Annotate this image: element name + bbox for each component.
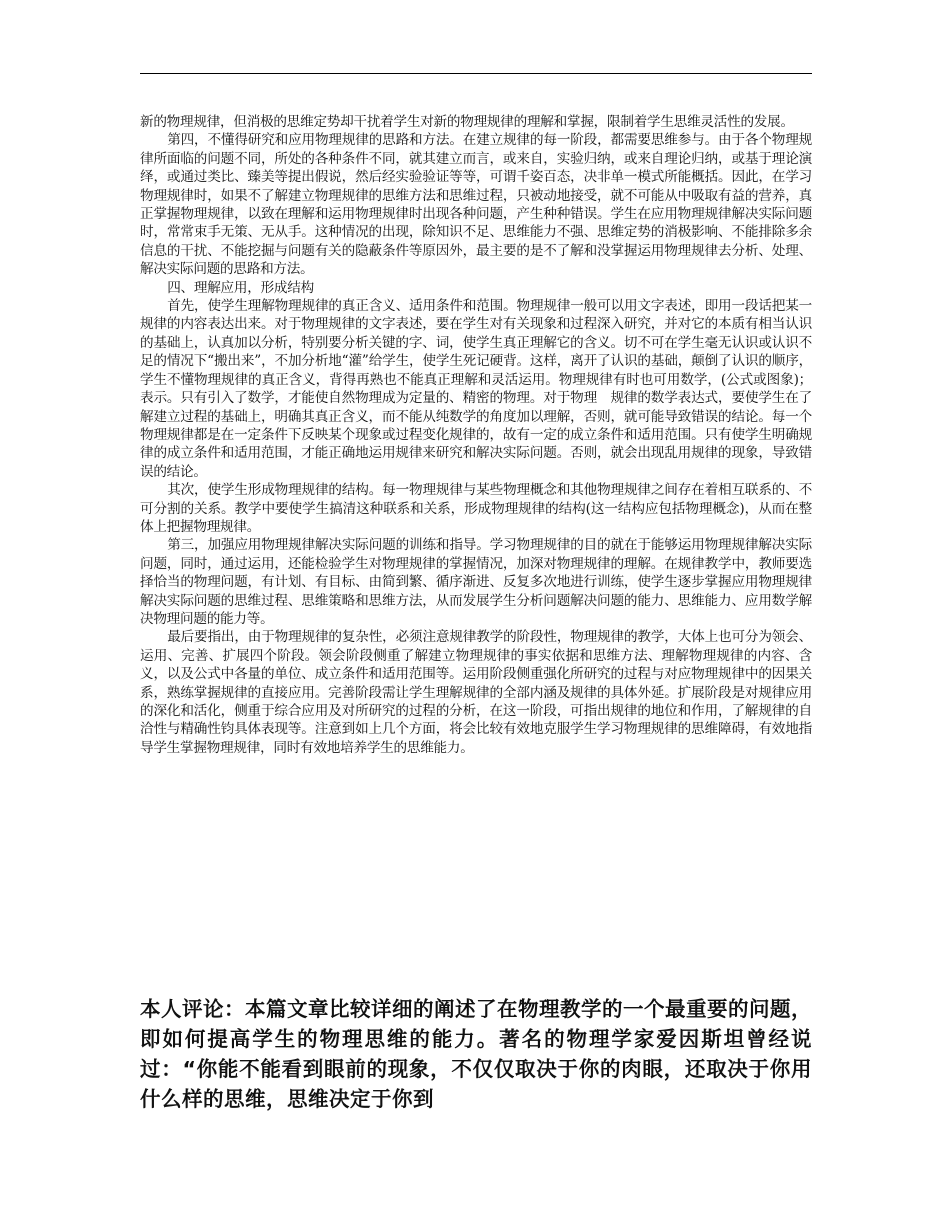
paragraph-final: 最后要指出，由于物理规律的复杂性，必须注意规律教学的阶段性，物理规律的教学，大体上也可分为领会、运用、完善、扩展四个阶段。领会阶段侧重了解建立物理规律的事实依据和思维方法、理解物理规律的内容、含义，以及公式中各量的单位、成立条件和适用范围等。运用阶段侧重强化所研究的过程与对应物理规律中的因果关系，熟练掌握规律的直接应用。完善阶段需让学生理解规律的全部内涵及规律的具体外延。扩展阶段是对规律应用的深化和活化，侧重于综合应用及对所研究的过程的分析，在这一阶段，可指出规律的地位和作用，了解规律的自洽性与精确性钧具体表现等。注意到如上几个方面，将会比较有效地克服学生学习物理规律的思维障碍，有效地指导学生掌握物理规律，同时有效地培养学生的思维能力。	[140, 629, 812, 756]
paragraph-first: 首先，使学生理解物理规律的真正含义、适用条件和范围。物理规律一般可以用文字表述，即用一段话把某一规律的内容表达出来。对于物理规律的文字表述，要在学生对有关现象和过程深入研究，并对它的本质有相当认识的基础上，认真加以分析，特别要分析关键的字、词，使学生真正理解它的含义。切不可在学生毫无认识或认识不足的情况下“搬出来”，不加分析地“灌”给学生，使学生死记硬背。这样，离开了认识的基础，颠倒了认识的顺序，学生不懂物理规律的真正含义，背得再熟也不能真正理解和灵活运用。物理规律有时也可用数学，(公式或图象)；表示。只有引入了数学，才能使自然物理成为定量的、精密的物理。对于物理 规律的数学表达式，要使学生在了解建立过程的基础上，明确其真正含义，而不能从纯数学的角度加以理解，否则，就可能导致错误的结论。每一个物理规律都是在一定条件下反映某个现象或过程变化规律的，故有一定的成立条件和适用范围。只有使学生明确规律的成立条件和适用范围，才能正确地运用规律来研究和解决实际问题。否则，就会出现乱用规律的现象，导致错误的结论。	[140, 298, 812, 480]
paragraph-third: 第三，加强应用物理规律解决实际问题的训练和指导。学习物理规律的目的就在于能够运用物理规律解决实际问题，同时，通过运用，还能检验学生对物理规律的掌握情况，加深对物理规律的理解。在规律教学中，教师要选择恰当的物理问题，有计划、有目标、由简到繁、循序渐进、反复多次地进行训练，使学生逐步掌握应用物理规律解决实际问题的思维过程、思维策略和思维方法，从而发展学生分析问题解决问题的能力、思维能力、应用数学解决物理问题的能力等。	[140, 537, 812, 627]
paragraph-continuation: 新的物理规律，但消极的思维定势却干扰着学生对新的物理规律的理解和掌握，限制着学生思维灵活性的发展。	[140, 114, 794, 130]
author-comment	[140, 994, 812, 1114]
comment-text: 本人评论：本篇文章比较详细的阐述了在物理教学的一个最重要的问题，即如何提高学生的物理思维的能力。著名的物理学家爱因斯坦曾经说过：“你能不能看到眼前的现象，不仅仅取决于你的肉眼，还取决于你用什么样的思维，思维决定于你到	[140, 997, 812, 1111]
header-rule	[140, 73, 812, 74]
paragraph-fourth-point: 第四，不懂得研究和应用物理规律的思路和方法。在建立规律的每一阶段，都需要思维参与。由于各个物理规律所面临的问题不同，所处的各种条件不同，就其建立而言，或来自，实验归纳，或来自理论归纳，或基于理论演绎，或通过类比、臻美等提出假说，然后经实验验证等等，可谓千姿百态，决非单一模式所能概括。因此，在学习物理规律时，如果不了解建立物理规律的思维方法和思维过程，只被动地接受，就不可能从中吸取有益的营养，真正掌握物理规律，以致在理解和运用物理规律时出现各种问题，产生种种错误。学生在应用物理规律解决实际问题时，常常束手无策、无从手。这种情况的出现，除知识不足、思维能力不强、思维定势的消极影响、不能排除多余信息的干扰、不能挖掘与问题有关的隐蔽条件等原因外，最主要的是不了解和没掌握运用物理规律去分析、处理、解决实际问题的思路和方法。	[140, 132, 812, 278]
section-heading-four: 四、理解应用，形成结构	[167, 279, 314, 296]
paragraph-second: 其次，使学生形成物理规律的结构。每一物理规律与某些物理概念和其他物理规律之间存在着相互联系的、不可分割的关系。教学中要使学生搞清这种联系和关系，形成物理规律的结构(这一结构应包括物理概念)，从而在整体上把握物理规律。	[140, 482, 812, 535]
article-body	[140, 113, 812, 757]
